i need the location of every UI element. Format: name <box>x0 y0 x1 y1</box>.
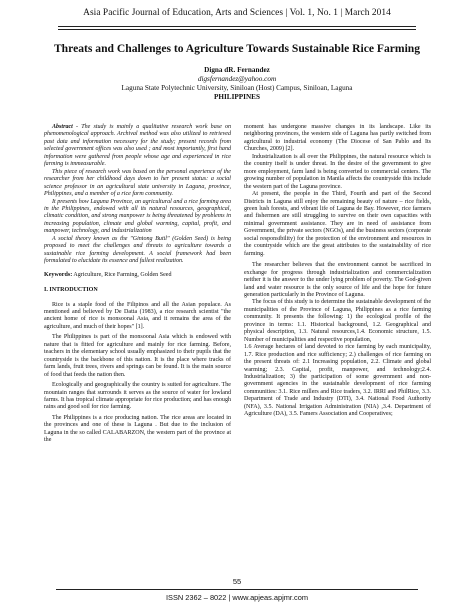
body-paragraph: 1.6 Average hectares of land devoted to rice farming by each municipality, 1.7. Rice production and rice sufficiency; 2.) challenges of rice farming on the present threats of: 2.1 Increasing population, 2.2. Climate and global warming; 2.3. Capital, profit, manpower, and technology;2.4. Industrialization; 3) the participation of some government and non-government agencies in the sustainable development of rice farming communities: 3.1. Rice millers and Rice traders, 3.2. IRRI and PhilRice, 3.3. Department of Trade and Industry (DTI), 3.4. National Food Authority (NFA), 3.5. National Irrigation Administration (NIA) ,3.4. Department of Agriculture (DA), 3.5. Famers Association and Cooperatives; <box>244 344 431 418</box>
footer-rule <box>56 589 418 590</box>
left-column <box>44 124 231 448</box>
right-column <box>244 124 431 419</box>
author-country: PHILIPPINES <box>214 93 260 101</box>
section-heading-introduction: I. INTRODUCTION <box>44 287 98 294</box>
abstract-label: Abstract <box>52 124 73 130</box>
page-number: 55 <box>232 577 242 586</box>
abstract-paragraph: It presents how Laguna Province, an agricultural and a rice farming area in the Philippines, endowed with all its natural resources, geographical, climatic condition, and strong manpower is being threatened by problems in increasing population, climate and global warming, capital, profit, and manpower, technology, and industrialization <box>44 198 231 235</box>
body-paragraph: Industrialization is all over the Philippines, the natural resource which is the country itself is under threat. In the desire of the government to give more employment, farm land is being converted to commercial centers. The growing number of population in Manila affects the countryside this include the western part of the Laguna province. <box>244 153 431 190</box>
introduction-body <box>44 302 231 445</box>
body-paragraph: The Philippines is part of the monsoonal Asia which is endowed with nature that is fitted for agriculture and mainly for rice farming. Before, teachers in the elementary school usually emphasized to their pupils that the countryside is the backbone of this nation. It is the place where tracks of farm lands, fruit trees, rivers and springs can be found. It is the main source of food that feeds the nation then. <box>44 334 231 378</box>
issn-line: ISSN 2362 – 8022 | www.apjeas.apjmr.com <box>165 593 308 602</box>
header-rule-top <box>58 26 416 27</box>
body-paragraph: At present, the people in the Third, Fourth and part of the Second Districts in Laguna still enjoy the remaining beauty of nature – rice fields, green lush forests, and vibrant life of Laguna de Bay. However, rice farmers and fishermen are still struggling to survive on their own capacities with minimal government assistance. They are in need of assistance from Government, the private sectors (NGOs), and the business sectors (corporate social responsibility) for the protection of the environment and resources in the countryside which are the great attributes to the sustainability of rice farming. <box>244 191 431 257</box>
paper-title: Threats and Challenges to Agriculture Towards Sustainable Rice Farming <box>53 42 421 55</box>
header-rule-bottom <box>58 29 416 30</box>
abstract <box>44 124 231 266</box>
body-paragraph: The Philippines is a rice producing nation. The rice areas are located in the provinces and one of these is Laguna . But due to the inclusion of Laguna in the so called CALABARZON, the western part of the province at the <box>44 414 231 444</box>
abstract-paragraph: This piece of research work was based on the personal experience of the researcher from her childhood days down to her present status: a social science professor in an agricultural state university in Laguna, province, Philippines, and a member of a rice farm community. <box>44 168 231 198</box>
body-paragraph: The focus of this study is to determine the sustainable development of the municipalities of the Province of Laguna, Philippines as a rice farming community. It presents the following: 1) the ecological profile of the province in terms: 1.1. Historical background, 1.2. Geographical and physical description, 1.3. Natural resources,1.4. Economic structure, 1.5. Number of municipalities and respective population, <box>244 299 431 343</box>
keywords-label: Keywords: <box>44 271 73 278</box>
author-affiliation: Laguna State Polytechnic University, Siniloan (Host) Campus, Siniloan, Laguna <box>121 84 353 92</box>
body-paragraph: Ecologically and geographically the country is suited for agriculture. The mountain ranges that surrounds it serves as the source of water for lowland farms. It has tropical climate appropriate for rice production; and has enough rains and good soil for rice farming. <box>44 382 231 411</box>
abstract-paragraph: A social theory known as the "Gintong Butil" (Golden Seed) is being proposed to meet the challenges and threats to agriculture towards a sustainable rice farming development. A social framework had been formulated to elucidate its essence and fullest realization. <box>44 235 231 265</box>
keywords: Keywords: Agriculture, Rice Farming, Golden Seed <box>44 271 172 278</box>
author-email[interactable]: digsfernandez@yahoo.com <box>197 75 277 83</box>
author-name: Digna dR. Fernandez <box>204 66 270 74</box>
body-paragraph: Rice is a staple food of the Filipinos and all the Asian populace. As mentioned and believed by De Datta (1983), a rice research scientist "the ancient home of rice is monsoonal Asia, and it remains the area of the agriculture, and much of their hopes" [1]. <box>44 301 231 330</box>
body-paragraph: The researcher believes that the environment cannot be sacrificed in exchange for progress through industrialization and commercialization neither it is the answer to the under lying problem of poverty. The God-given land and water resource is the only source of life and the hope for future generation particularly in the Province of Laguna. <box>244 262 431 298</box>
body-paragraph: moment has undergone massive changes in its landscape. Like its neighboring provinces, the western side of Laguna has partly switched from agricultural to industrial economy (The Diocese of San Pablo and Its Churches, 2009) [2]. <box>244 124 431 153</box>
abstract-paragraph: Abstract - The study is mainly a qualitative research work base on phenomenological approach. Archival method was also utilized to retrieved past data and information necessary for the study; present records from selected government offices was also used ; and most importantly, first hand information were gathered from people whose age and experienced in rice farming is immeasurable. <box>44 124 231 168</box>
journal-header: Asia Pacific Journal of Education, Arts and Sciences | Vol. 1, No. 1 | March 2014 <box>83 8 391 18</box>
